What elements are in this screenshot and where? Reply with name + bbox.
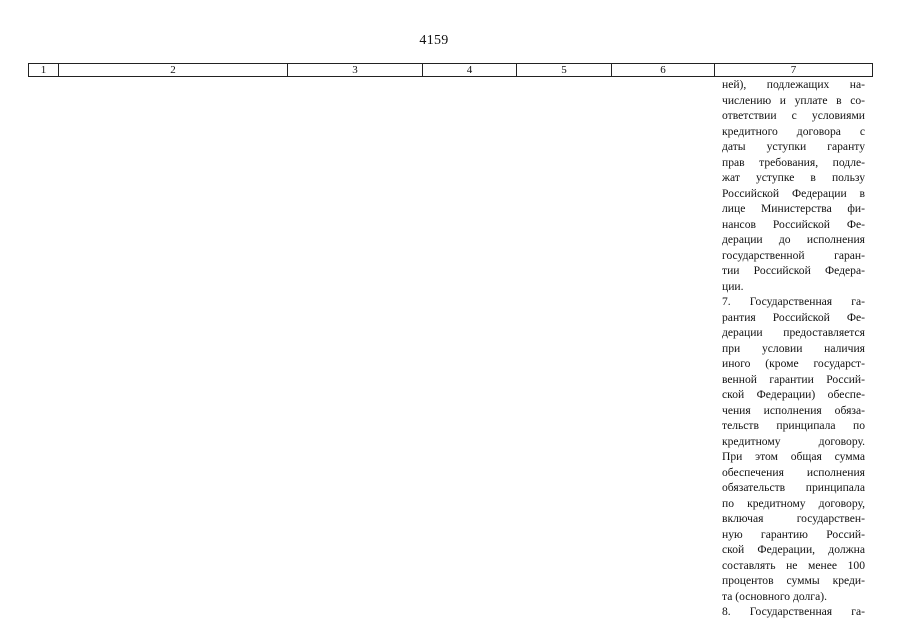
text-line: по кредитному договору, (722, 496, 865, 510)
column-number-6: 6 (612, 64, 715, 77)
column-number-header-table (28, 63, 873, 77)
column-number-4: 4 (423, 64, 517, 77)
text-line: дерации предоставляется (722, 326, 865, 339)
column-number-row (29, 64, 873, 77)
text-line: дерации до исполнения (722, 233, 865, 246)
column-7-text (722, 77, 865, 620)
text-line: обязательств принципала (722, 481, 865, 494)
text-line: 8. Государственная га- (722, 605, 865, 618)
page-number: 4159 (419, 33, 449, 48)
column-number-7: 7 (715, 64, 873, 77)
text-line: обеспечения исполнения (722, 465, 865, 479)
column-number-3: 3 (288, 64, 423, 77)
text-line: лице Министерства фи- (722, 202, 865, 215)
column-number-2: 2 (59, 64, 288, 77)
text-line: даты уступки гаранту (722, 140, 865, 153)
column-number-1: 1 (29, 64, 59, 77)
text-line: составлять не менее 100 (722, 558, 865, 572)
text-line: числению и уплате в со- (722, 93, 865, 107)
text-line: кредитному договору. (722, 434, 865, 448)
text-line: при условии наличия (722, 341, 865, 355)
text-line: прав требования, подле- (722, 155, 865, 169)
text-line: 7. Государственная га- (722, 295, 865, 308)
text-line: ской Федерации) обеспе- (722, 388, 865, 401)
text-line: ции. (722, 279, 744, 293)
text-line: венной гарантии Россий- (722, 372, 865, 386)
text-line: ответствии с условиями (722, 109, 865, 122)
text-line: процентов суммы креди- (722, 574, 865, 587)
column-number-5: 5 (517, 64, 612, 77)
text-line: иного (кроме государст- (722, 357, 865, 370)
text-line: тельств принципала по (722, 419, 865, 432)
text-line: ную гарантию Россий- (722, 527, 865, 541)
text-line: кредитного договора с (722, 124, 865, 138)
text-line: включая государствен- (722, 512, 865, 525)
text-line: ской Федерации, должна (722, 543, 865, 556)
text-line: нансов Российской Фе- (722, 217, 865, 231)
text-line: чения исполнения обяза- (722, 403, 865, 417)
text-line: та (основного долга). (722, 589, 827, 603)
text-line: тии Российской Федера- (722, 264, 865, 277)
text-line: жат уступке в пользу (722, 171, 865, 184)
text-line: Российской Федерации в (722, 186, 865, 200)
text-line: При этом общая сумма (722, 450, 865, 463)
text-line: государственной гаран- (722, 248, 865, 262)
text-line: ней), подлежащих на- (722, 78, 865, 91)
text-line: рантия Российской Фе- (722, 310, 865, 324)
